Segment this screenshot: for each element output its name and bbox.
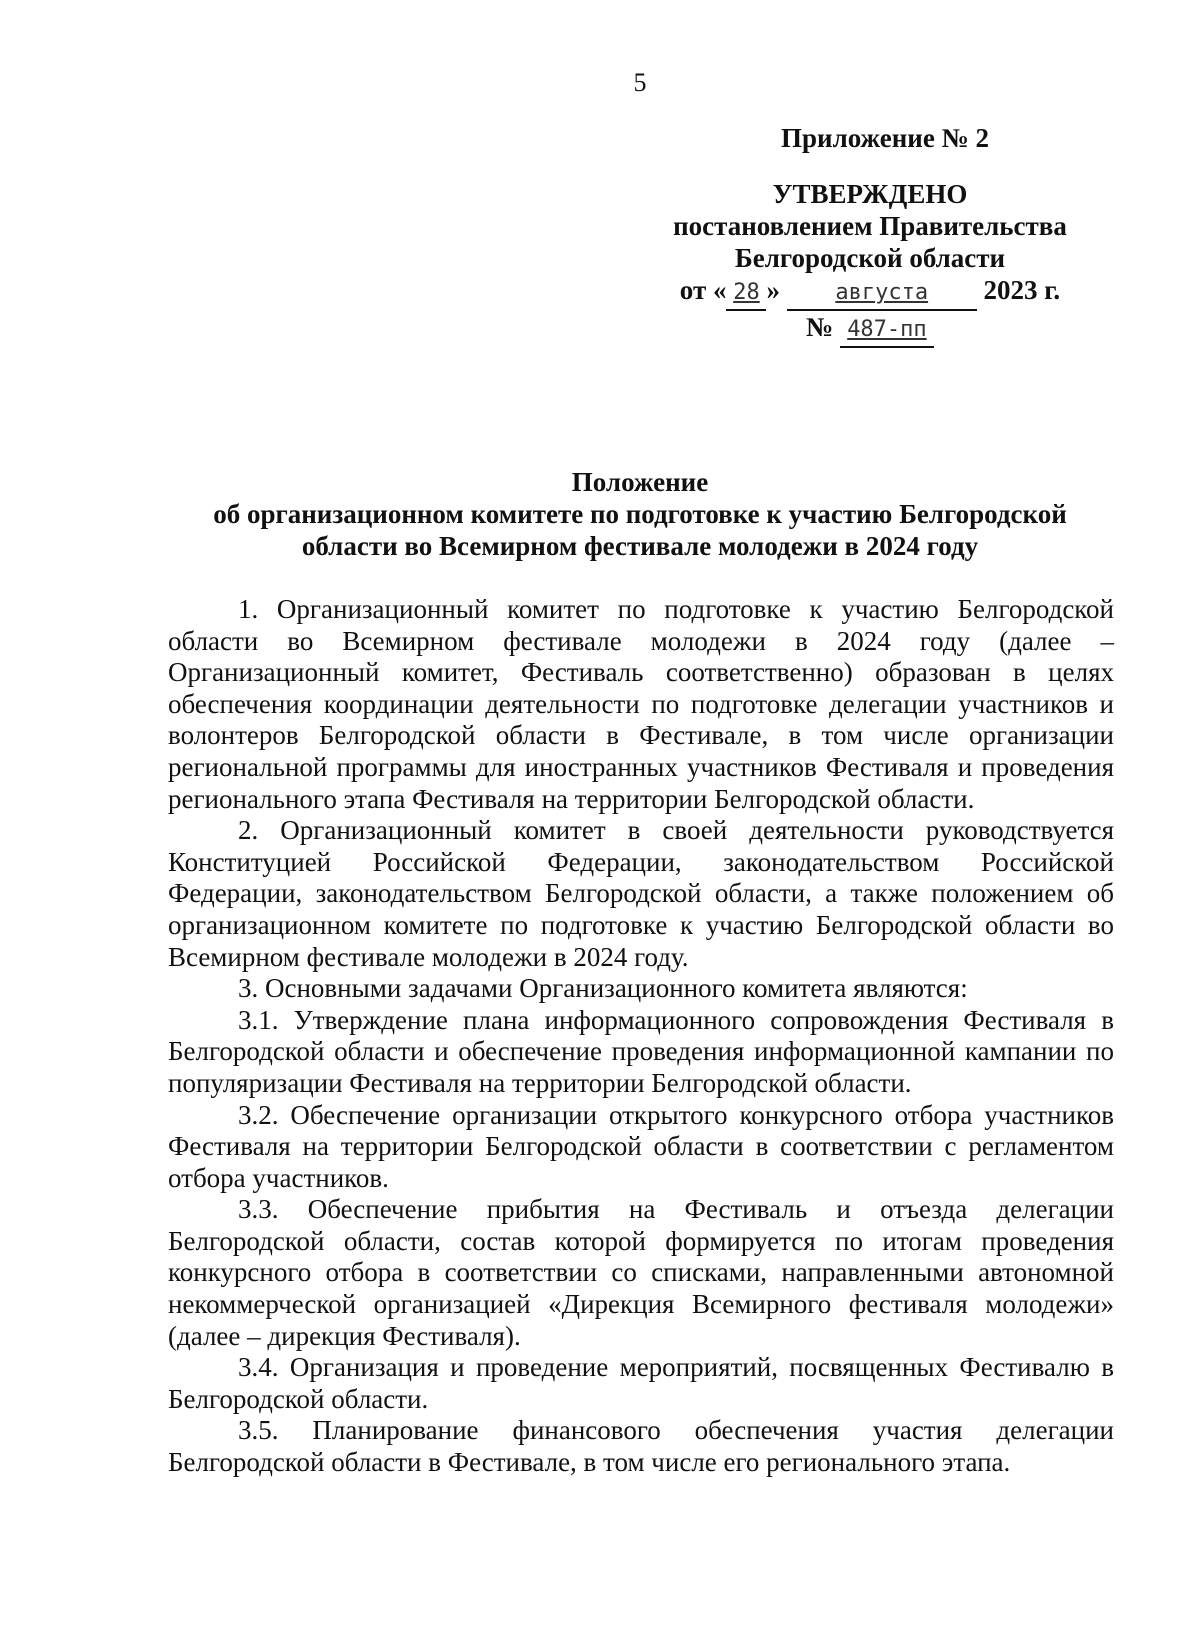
date-day: 28 (733, 280, 760, 305)
document-title (168, 466, 1112, 562)
date-mid: » (766, 275, 780, 305)
appendix-label: Приложение № 2 (781, 123, 989, 153)
number-value: 487-пп (847, 317, 927, 342)
title-line-2: об организационном комитете по подготовке к участию Белгородской области во Всемирном фестивале молодежи в 2024 году (213, 499, 1067, 561)
paragraph-1: 1. Организационный комитет по подготовке к участию Белгородской области во Всемирном фестивале молодежи в 2024 году (далее – Организационный комитет, Фестиваль соответственно) образован в целях обеспечения координации деятельности по подготовке делегации участников и волонтеров Белгородской области в Фестивале, в том числе организации региональной программы для иностранных участников Фестиваля и проведения регионального этапа Фестиваля на территории Белгородской области. (168, 594, 1114, 814)
approved-by-line-1: постановлением Правительства (673, 211, 1067, 241)
paragraph-3-3: 3.3. Обеспечение прибытия на Фестиваль и отъезда делегации Белгородской области, состав которой формируется по итогам проведения конкурсного отбора в соответствии со списками, направленными автономной некоммерческой организацией «Дирекция Всемирного фестиваля молодежи» (далее – дирекция Фестиваля). (168, 1194, 1114, 1351)
paragraph-3-4: 3.4. Организация и проведение мероприятий, посвященных Фестивалю в Белгородской области. (168, 1352, 1114, 1414)
document-body (168, 594, 1114, 1479)
approval-date (660, 274, 1080, 311)
title-line-1: Положение (571, 467, 709, 497)
approval-number (660, 311, 1080, 348)
date-prefix: от « (679, 275, 727, 305)
paragraph-3-5: 3.5. Планирование финансового обеспечения участия делегации Белгородской области в Фестивале, в том числе его регионального этапа. (168, 1415, 1114, 1478)
number-prefix: № (806, 312, 834, 342)
page-number: 5 (633, 68, 647, 97)
approved-label: УТВЕРЖДЕНО (772, 179, 968, 209)
paragraph-3-2: 3.2. Обеспечение организации открытого конкурсного отбора участников Фестиваля на территории Белгородской области в соответствии с регламентом отбора участников. (168, 1099, 1114, 1193)
paragraph-2: 2. Организационный комитет в своей деятельности руководствуется Конституцией Российской Федерации, законодательством Российской Федерации, законодательством Белгородской области, а также положением об организационном комитете по подготовке к участию Белгородской области во Всемирном фестивале молодежи в 2024 году. (168, 815, 1114, 972)
date-year: 2023 г. (983, 275, 1061, 305)
paragraph-3: 3. Основными задачами Организационного комитета являются: (238, 973, 968, 1004)
date-month: августа (835, 280, 929, 305)
approved-by-line-2: Белгородской области (734, 243, 1006, 273)
approval-block (660, 122, 1080, 348)
paragraph-3-1: 3.1. Утверждение плана информационного сопровождения Фестиваля в Белгородской области и обеспечение проведения информационной кампании по популяризации Фестиваля на территории Белгородской области. (168, 1004, 1114, 1098)
